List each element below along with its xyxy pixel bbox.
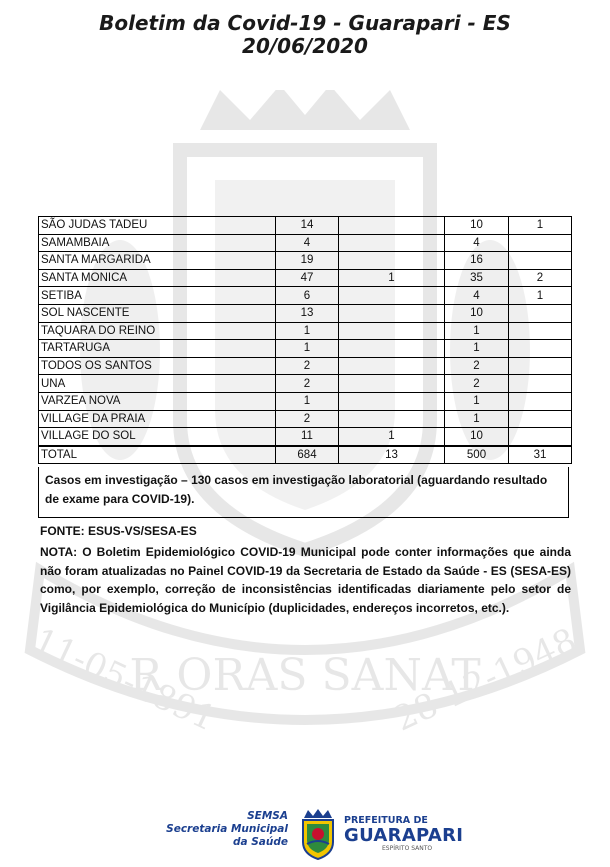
count-cell-c2 xyxy=(339,357,445,375)
count-cell-c3: 2 xyxy=(445,375,509,393)
neighborhood-cell: TODOS OS SANTOS xyxy=(39,357,276,375)
count-cell-c3: 4 xyxy=(445,234,509,252)
neighborhood-cell: SÃO JUDAS TADEU xyxy=(39,217,276,235)
count-cell-c2 xyxy=(339,217,445,235)
count-cell-c3: 10 xyxy=(445,304,509,322)
count-cell-c4 xyxy=(509,234,572,252)
table-row xyxy=(39,287,572,305)
table-row xyxy=(39,340,572,358)
count-cell-c3: 1 xyxy=(445,340,509,358)
count-cell-c1: 2 xyxy=(276,410,339,428)
table-row xyxy=(39,322,572,340)
watermark-date-right: 28-12-1948 xyxy=(388,620,583,740)
footer xyxy=(0,808,610,863)
neighborhood-cell: UNA xyxy=(39,375,276,393)
prefeitura-line-2: GUARAPARI xyxy=(344,825,464,846)
count-cell-c3: 2 xyxy=(445,357,509,375)
table-row xyxy=(39,252,572,270)
count-cell-c3: 10 xyxy=(445,428,509,446)
count-cell-c4 xyxy=(509,392,572,410)
count-cell-c2 xyxy=(339,252,445,270)
neighborhood-cell: SANTA MARGARIDA xyxy=(39,252,276,270)
semsa-line-2: Secretaria Municipal xyxy=(166,823,288,835)
count-cell-c4: 31 xyxy=(509,446,572,464)
watermark-date-left: 11-05-1891 xyxy=(27,620,222,740)
count-cell-c4 xyxy=(509,375,572,393)
count-cell-c3: 1 xyxy=(445,392,509,410)
neighborhood-cell: TOTAL xyxy=(39,446,276,464)
count-cell-c3: 500 xyxy=(445,446,509,464)
neighborhood-cell: TAQUARA DO REINO xyxy=(39,322,276,340)
neighborhood-cell: VARZEA NOVA xyxy=(39,392,276,410)
disclaimer-note: NOTA: O Boletim Epidemiológico COVID-19 Municipal pode conter informações que ainda não foram atualizadas no Painel COVID-19 da Secretaria de Estado da Saúde - ES (SESA-ES) como, por exemplo, correção de inconsistências identificadas diariamente pelo setor de Vigilância Epidemiológica do Município (duplicidades, endereços incorretos, etc.). xyxy=(40,545,571,615)
source-line: FONTE: ESUS-VS/SESA-ES xyxy=(40,524,197,538)
count-cell-c2 xyxy=(339,234,445,252)
count-cell-c4 xyxy=(509,304,572,322)
table-row xyxy=(39,392,572,410)
neighborhood-cell: SAMAMBAIA xyxy=(39,234,276,252)
neighborhood-cell: VILLAGE DO SOL xyxy=(39,428,276,446)
investigation-note-box xyxy=(38,467,569,518)
table-row xyxy=(39,234,572,252)
count-cell-c1: 2 xyxy=(276,357,339,375)
count-cell-c3: 10 xyxy=(445,217,509,235)
count-cell-c4 xyxy=(509,340,572,358)
count-cell-c1: 2 xyxy=(276,375,339,393)
count-cell-c4 xyxy=(509,410,572,428)
count-cell-c1: 1 xyxy=(276,340,339,358)
count-cell-c4 xyxy=(509,252,572,270)
count-cell-c1: 4 xyxy=(276,234,339,252)
table-row xyxy=(39,428,572,446)
neighborhood-cell: TARTARUGA xyxy=(39,340,276,358)
semsa-line-3: da Saúde xyxy=(232,836,288,848)
title-line-2: 20/06/2020 xyxy=(242,34,368,58)
prefeitura-line-1: PREFEITURA DE xyxy=(344,815,428,826)
count-cell-c4 xyxy=(509,322,572,340)
title-line-1: Boletim da Covid-19 - Guarapari - ES xyxy=(99,11,511,35)
count-cell-c2: 13 xyxy=(339,446,445,464)
count-cell-c2 xyxy=(339,375,445,393)
neighborhood-cell: SOL NASCENTE xyxy=(39,304,276,322)
page-title xyxy=(0,12,610,58)
table-row xyxy=(39,375,572,393)
count-cell-c1: 14 xyxy=(276,217,339,235)
count-cell-c3: 35 xyxy=(445,269,509,287)
cases-by-neighborhood-table xyxy=(38,216,572,464)
count-cell-c4 xyxy=(509,357,572,375)
count-cell-c3: 1 xyxy=(445,410,509,428)
investigation-note-text: Casos em investigação – 130 casos em investigação laboratorial (aguardando resultado de exame para COVID-19). xyxy=(45,473,548,506)
count-cell-c4: 2 xyxy=(509,269,572,287)
count-cell-c1: 1 xyxy=(276,322,339,340)
count-cell-c2 xyxy=(339,287,445,305)
count-cell-c1: 19 xyxy=(276,252,339,270)
table-row xyxy=(39,410,572,428)
count-cell-c2 xyxy=(339,410,445,428)
count-cell-c4 xyxy=(509,428,572,446)
neighborhood-cell: VILLAGE DA PRAIA xyxy=(39,410,276,428)
count-cell-c2 xyxy=(339,340,445,358)
semsa-acronym: SEMSA xyxy=(247,810,288,822)
count-cell-c1: 11 xyxy=(276,428,339,446)
table-row xyxy=(39,357,572,375)
count-cell-c1: 1 xyxy=(276,392,339,410)
count-cell-c1: 684 xyxy=(276,446,339,464)
neighborhood-cell: SANTA MONICA xyxy=(39,269,276,287)
table-row xyxy=(39,217,572,235)
watermark-motto: R ORAS SANAT xyxy=(129,650,481,701)
count-cell-c2 xyxy=(339,322,445,340)
count-cell-c3: 1 xyxy=(445,322,509,340)
semsa-logo xyxy=(166,810,288,849)
table-total-row xyxy=(39,446,572,464)
guarapari-crest-icon xyxy=(298,808,338,860)
table-row xyxy=(39,304,572,322)
count-cell-c1: 13 xyxy=(276,304,339,322)
neighborhood-cell: SETIBA xyxy=(39,287,276,305)
prefeitura-logo xyxy=(344,815,463,852)
count-cell-c1: 47 xyxy=(276,269,339,287)
count-cell-c2: 1 xyxy=(339,428,445,446)
count-cell-c3: 16 xyxy=(445,252,509,270)
count-cell-c2 xyxy=(339,304,445,322)
count-cell-c2 xyxy=(339,392,445,410)
count-cell-c4: 1 xyxy=(509,287,572,305)
prefeitura-line-3: ESPÍRITO SANTO xyxy=(382,845,433,852)
count-cell-c1: 6 xyxy=(276,287,339,305)
count-cell-c3: 4 xyxy=(445,287,509,305)
table-row xyxy=(39,269,572,287)
count-cell-c2: 1 xyxy=(339,269,445,287)
count-cell-c4: 1 xyxy=(509,217,572,235)
